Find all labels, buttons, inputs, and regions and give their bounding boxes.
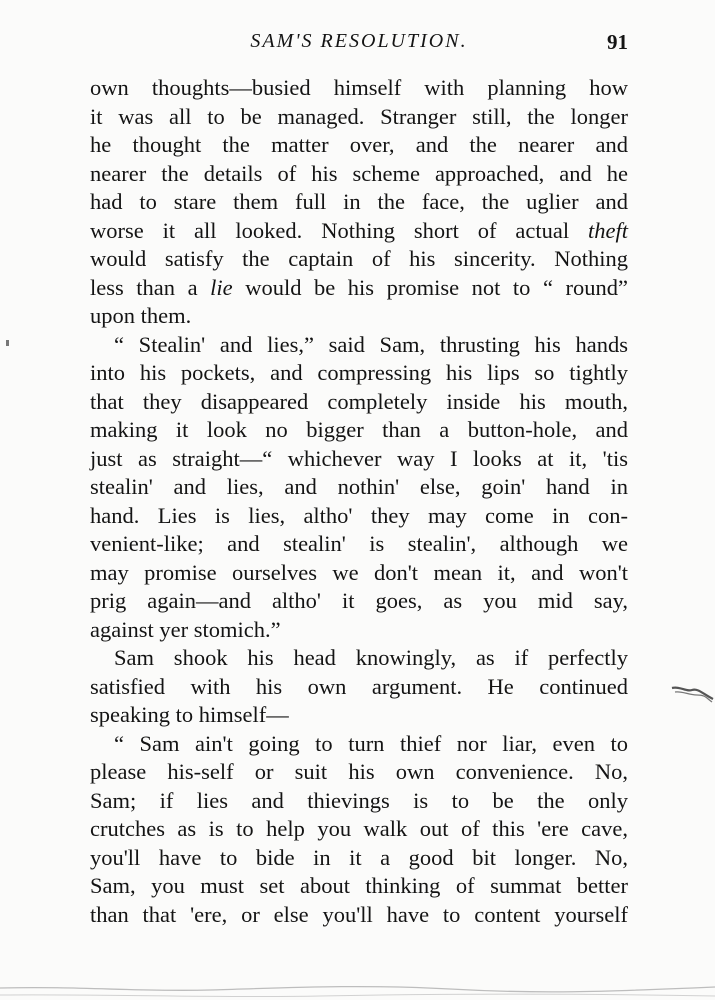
paragraph-3	[90, 644, 628, 730]
text-line: less than a lie would be his promise not to “ round”	[90, 274, 628, 300]
text-line: crutches as is to help you walk out of this 'ere cave,	[90, 816, 628, 841]
text-line: Sam; if lies and thievings is to be the only	[90, 787, 628, 813]
text-line: stealin' and lies, and nothin' else, goin' hand in	[90, 474, 628, 499]
text-line: venient-like; and stealin' is stealin', although we	[90, 531, 628, 556]
text-line: just as straight—“ whichever way I looks at it, 'tis	[90, 445, 628, 471]
emphasis-word: theft	[588, 217, 628, 243]
text-line: making it look no bigger than a button-hole, and	[90, 417, 628, 442]
paragraph-1	[90, 74, 628, 331]
text-line: he thought the matter over, and the nearer and	[90, 132, 628, 157]
paragraph-2	[90, 331, 628, 645]
text-line: Sam, you must set about thinking of summat better	[90, 873, 628, 898]
text-line: prig again—and altho' it goes, as you mid say,	[90, 588, 628, 613]
body-text	[90, 74, 628, 929]
text-line: please his-self or suit his own convenience. No,	[90, 759, 628, 784]
text-line: into his pockets, and compressing his lips so tightly	[90, 360, 628, 385]
text-line: speaking to himself—	[90, 702, 289, 727]
text-line: nearer the details of his scheme approached, and he	[90, 160, 628, 186]
text-line: had to stare them full in the face, the uglier and	[90, 189, 628, 214]
text-line: upon them.	[90, 303, 192, 328]
text-line: may promise ourselves we don't mean it, and won't	[90, 559, 628, 585]
text-line: it was all to be managed. Stranger still, the longer	[90, 103, 628, 129]
paragraph-4	[90, 730, 628, 930]
text-line: Sam shook his head knowingly, as if perfectly	[114, 645, 628, 670]
text-line: you'll have to bide in it a good bit longer. No,	[90, 844, 628, 870]
text-line: would satisfy the captain of his sincerity. Nothing	[90, 246, 628, 271]
margin-scribble	[670, 680, 715, 704]
margin-speck	[6, 340, 9, 346]
page-number: 91	[607, 30, 628, 54]
text-line: own thoughts—busied himself with planning how	[90, 75, 628, 100]
text-line: worse it all looked. Nothing short of actual theft	[90, 217, 628, 243]
running-head	[90, 30, 628, 58]
text-line: hand. Lies is lies, altho' they may come in con-	[90, 502, 628, 528]
running-title: SAM'S RESOLUTION.	[250, 30, 468, 52]
text-line: than that 'ere, or else you'll have to content yourself	[90, 901, 628, 927]
emphasis-word: lie	[210, 274, 233, 300]
text-line: against yer stomich.”	[90, 616, 281, 642]
text-line: “ Stealin' and lies,” said Sam, thrusting his hands	[114, 331, 628, 357]
text-line: “ Sam ain't going to turn thief nor liar, even to	[114, 730, 628, 756]
text-line: satisfied with his own argument. He continued	[90, 673, 628, 699]
page-edge-wave	[0, 972, 715, 1000]
text-line: that they disappeared completely inside his mouth,	[90, 388, 628, 414]
